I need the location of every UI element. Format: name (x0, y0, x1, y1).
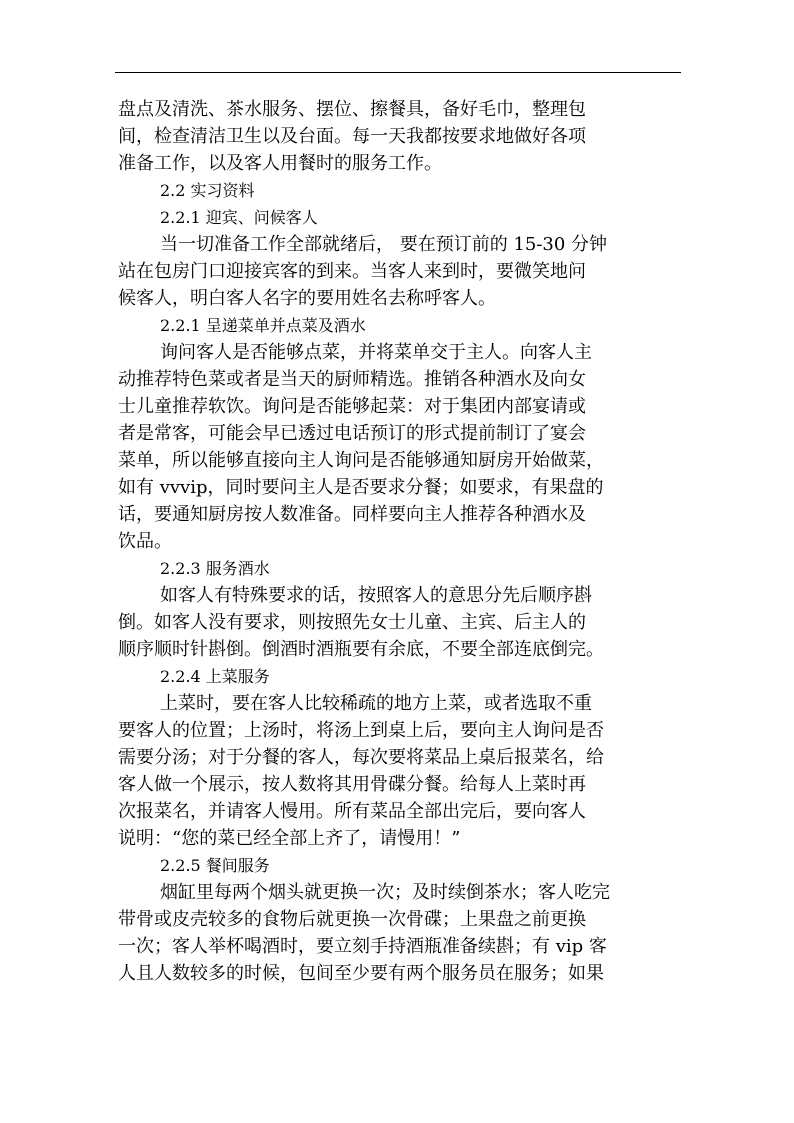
paragraph-line: 候客人，明白客人名字的要用姓名去称呼客人。 (118, 288, 496, 309)
section-heading: 2.2.1 迎宾、问候客人 (160, 208, 318, 227)
paragraph-line: 说明：“您的菜已经全部上齐了，请慢用！” (118, 828, 461, 849)
document-body (118, 96, 684, 987)
paragraph-line: 话，要通知厨房按人数准备。同样要向主人推荐各种酒水及 (118, 504, 586, 525)
paragraph-line: 人且人数较多的时候，包间至少要有两个服务员在服务；如果 (118, 963, 604, 984)
paragraph-line: 者是常客，可能会早已透过电话预订的形式提前制订了宴会 (118, 423, 586, 444)
paragraph-line: 烟缸里每两个烟头就更换一次；及时续倒茶水；客人吃完 (160, 882, 610, 903)
paragraph-line: 需要分汤；对于分餐的客人，每次要将菜品上桌后报菜名，给 (118, 747, 604, 768)
paragraph-line: 要客人的位置；上汤时，将汤上到桌上后，要向主人询问是否 (118, 720, 604, 741)
section-heading: 2.2.5 餐间服务 (160, 856, 270, 875)
paragraph-line: 次报菜名，并请客人慢用。所有菜品全部出完后，要向客人 (118, 801, 586, 822)
paragraph-line: 动推荐特色菜或者是当天的厨师精选。推销各种酒水及向女 (118, 369, 586, 390)
paragraph-line: 一次；客人举杯喝酒时，要立刻手持酒瓶准备续斟；有 vip 客 (118, 936, 607, 957)
paragraph-line: 盘点及清洗、茶水服务、摆位、擦餐具，备好毛巾，整理包 (118, 99, 586, 120)
paragraph-line: 如客人有特殊要求的话，按照客人的意思分先后顺序斟 (160, 585, 592, 606)
paragraph-line: 带骨或皮壳较多的食物后就更换一次骨碟；上果盘之前更换 (118, 909, 586, 930)
paragraph-line: 饮品。 (118, 531, 172, 552)
paragraph-line: 士儿童推荐软饮。询问是否能够起菜：对于集团内部宴请或 (118, 396, 586, 417)
section-heading: 2.2.3 服务酒水 (160, 559, 270, 578)
paragraph-line: 倒。如客人没有要求，则按照先女士儿童、主宾、后主人的 (118, 612, 586, 633)
paragraph-line: 站在包房门口迎接宾客的到来。当客人来到时，要微笑地问 (118, 261, 586, 282)
section-heading: 2.2.4 上菜服务 (160, 667, 270, 686)
paragraph-line: 菜单，所以能够直接向主人询问是否能够通知厨房开始做菜， (118, 450, 604, 471)
section-heading: 2.2 实习资料 (160, 181, 255, 200)
paragraph-line: 顺序顺时针斟倒。倒酒时酒瓶要有余底，不要全部连底倒完。 (118, 639, 604, 660)
header-rule (115, 72, 681, 73)
paragraph-line: 上菜时，要在客人比较稀疏的地方上菜，或者选取不重 (160, 693, 592, 714)
paragraph-line: 如有 vvvip，同时要问主人是否要求分餐；如要求，有果盘的 (118, 477, 604, 498)
section-heading: 2.2.1 呈递菜单并点菜及酒水 (160, 316, 366, 335)
paragraph-line: 询问客人是否能够点菜，并将菜单交于主人。向客人主 (160, 342, 592, 363)
paragraph-line: 当一切准备工作全部就绪后， 要在预订前的 15-30 分钟 (160, 234, 608, 255)
paragraph-line: 间，检查清洁卫生以及台面。每一天我都按要求地做好各项 (118, 126, 586, 147)
paragraph-line: 准备工作，以及客人用餐时的服务工作。 (118, 153, 442, 174)
paragraph-line: 客人做一个展示，按人数将其用骨碟分餐。给每人上菜时再 (118, 774, 586, 795)
